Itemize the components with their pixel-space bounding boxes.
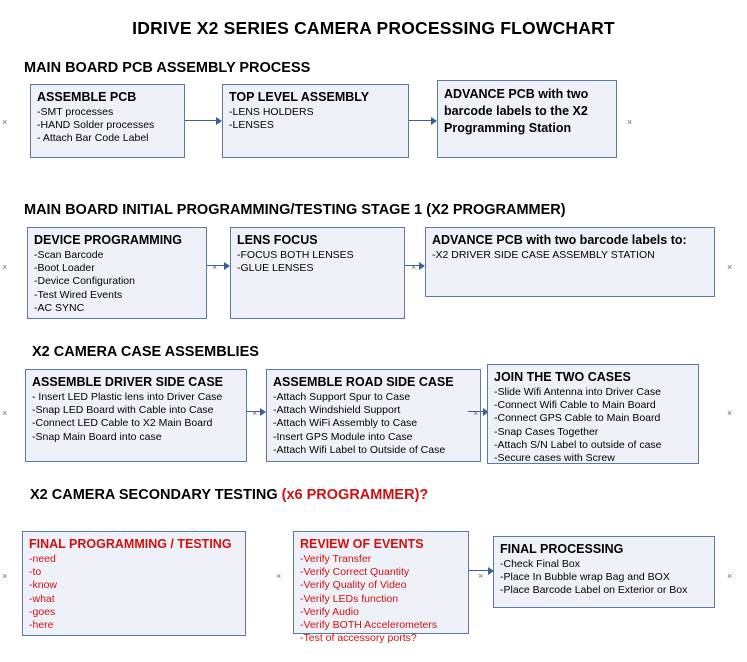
box-line: -Insert GPS Module into Case [273,430,413,443]
guide-mark: × [727,262,733,272]
box-line: -SMT processes [37,106,114,118]
box-line: -Verify BOTH Accelerometers [300,619,438,632]
box-line: -Snap Cases Together [494,425,599,438]
box-line: -Connect GPS Cable to Main Board [494,412,661,425]
box-line: -Attach Support Spur to Case [273,391,411,403]
box-device-programming [27,227,207,319]
arrow-device-to-lens-focus [207,265,229,266]
box-line: -what [29,592,55,605]
box-line: -FOCUS BOTH LENSES [237,249,354,261]
box-line: -Attach S/N Label to outside of case [494,438,662,451]
box-line: -Device Configuration [34,275,135,288]
section-heading-secondary-testing-text: X2 CAMERA SECONDARY TESTING [30,487,282,503]
box-line: -Test Wired Events [34,288,123,301]
arrow-top-level-to-advance [409,120,436,121]
box-final-programming-testing [22,531,246,636]
guide-mark: × [478,571,484,581]
box-line: -goes [29,605,56,618]
box-title: LENS FOCUS [237,233,318,247]
box-title: ASSEMBLE PCB [37,90,137,104]
arrow-pcb-to-top-level [185,120,221,121]
box-title: FINAL PROGRAMMING / TESTING [29,537,232,551]
box-line: -Attach Windshield Support [273,404,401,417]
box-advance-pcb-driver-case [425,227,715,297]
box-line: -HAND Solder processes [37,119,155,132]
box-assemble-pcb [30,84,185,158]
box-line: -know [29,579,58,592]
box-line: -Test of accessory ports? [300,632,417,645]
box-advance-pcb-station [437,80,617,158]
box-line: -Attach Wifi Label to Outside of Case [273,443,446,456]
box-line: -Slide Wifi Antenna into Driver Case [494,386,661,398]
box-title: REVIEW OF EVENTS [300,537,424,551]
box-review-of-events [293,531,469,645]
box-title: JOIN THE TWO CASES [494,370,631,384]
guide-mark: × [2,571,8,581]
guide-mark: × [2,117,8,127]
box-assemble-road-side-case [266,369,481,462]
section-heading-pcb-assembly: MAIN BOARD PCB ASSEMBLY PROCESS [24,60,311,76]
box-line: -Boot Loader [34,262,95,275]
box-line: -Connect Wifi Cable to Main Board [494,399,656,412]
box-join-the-two-cases [487,364,699,464]
section-heading-secondary-testing [30,487,428,503]
box-final-processing [493,536,715,608]
box-line: -Attach WiFi Assembly to Case [273,417,418,430]
guide-mark: × [727,408,733,418]
box-line: -Verify Quality of Video [300,579,407,592]
box-title: TOP LEVEL ASSEMBLY [229,90,370,104]
guide-mark: × [276,571,282,581]
guide-mark: × [212,262,218,272]
box-line: -Scan Barcode [34,249,104,261]
guide-mark: × [2,262,8,272]
box-line: -Connect LED Cable to X2 Main Board [32,417,213,430]
box-line: - Insert LED Plastic lens into Driver Case [32,391,223,403]
page-title: IDRIVE X2 SERIES CAMERA PROCESSING FLOWCHART [132,18,615,38]
box-line: -X2 DRIVER SIDE CASE ASSEMBLY STATION [432,249,655,261]
box-title: ASSEMBLE ROAD SIDE CASE [273,375,454,389]
box-line: -AC SYNC [34,301,85,314]
section-heading-x6-programmer: (x6 PROGRAMMER)? [281,487,429,503]
box-line: -GLUE LENSES [237,262,314,275]
box-line: -Snap LED Board with Cable into Case [32,404,214,417]
guide-mark: × [727,571,733,581]
box-line: -Verify Audio [300,605,359,618]
box-line: -Check Final Box [500,558,580,570]
box-line: - Attach Bar Code Label [37,132,149,145]
box-line: -Snap Main Board into case [32,430,162,443]
box-line: -Verify Transfer [300,553,372,565]
box-title: ASSEMBLE DRIVER SIDE CASE [32,375,224,389]
box-assemble-driver-side-case [25,369,247,462]
box-line: -LENS HOLDERS [229,106,314,118]
guide-mark: × [411,262,417,272]
section-heading-case-assemblies: X2 CAMERA CASE ASSEMBLIES [32,344,259,360]
guide-mark: × [252,408,258,418]
guide-mark: × [627,117,633,127]
box-title: ADVANCE PCB with two barcode labels to: [432,233,687,247]
box-line: -here [29,619,54,632]
box-top-level-assembly [222,84,409,158]
guide-mark: × [2,408,8,418]
section-heading-initial-programming: MAIN BOARD INITIAL PROGRAMMING/TESTING STAGE 1 (X2 PROGRAMMER) [24,202,566,218]
guide-mark: × [473,408,479,418]
box-line: -need [29,553,56,565]
box-title: ADVANCE PCB with two barcode labels to the X2 Programming Station [444,87,589,135]
box-line: -to [29,566,42,579]
box-line: -Place In Bubble wrap Bag and BOX [500,571,670,584]
box-line: -Verify Correct Quantity [300,566,410,579]
box-line: -Verify LEDs function [300,592,399,605]
box-lens-focus [230,227,405,319]
box-title: FINAL PROCESSING [500,542,624,556]
box-title: DEVICE PROGRAMMING [34,233,182,247]
box-line: -Place Barcode Label on Exterior or Box [500,584,688,597]
box-line: -LENSES [229,119,274,132]
box-line: -Secure cases with Screw [494,452,615,465]
